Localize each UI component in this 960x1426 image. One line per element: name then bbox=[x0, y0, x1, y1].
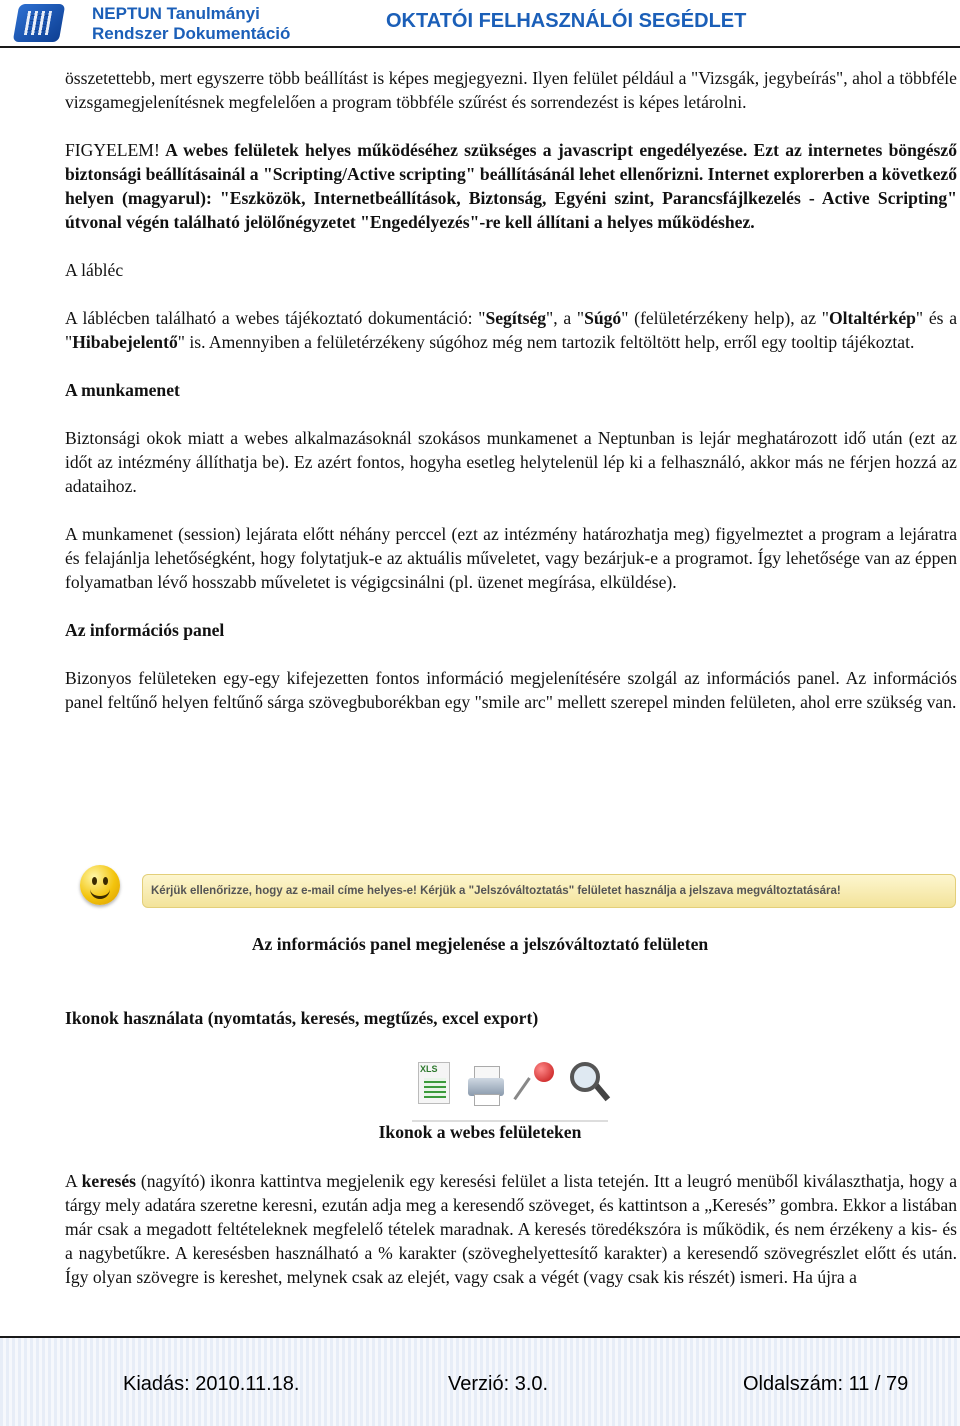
text-run: A láblécben található a webes tájékoztató dokumentáció: " bbox=[65, 308, 486, 328]
figure-caption-icons: Ikonok a webes felületeken bbox=[378, 1122, 582, 1142]
pin-icon bbox=[516, 1058, 560, 1114]
text-run: " (felületérzékeny help), az " bbox=[621, 308, 829, 328]
excel-export-icon bbox=[412, 1058, 456, 1114]
term-sitemap: Oltaltérkép bbox=[828, 308, 916, 328]
heading-session: A munkamenet bbox=[65, 380, 180, 400]
search-section bbox=[65, 1169, 957, 1289]
footer-page-number: Oldalszám: 11 / 79 bbox=[743, 1373, 909, 1395]
paragraph-footer bbox=[65, 306, 957, 354]
heading-footer: A lábléc bbox=[65, 260, 124, 280]
xls-tag: XLS bbox=[420, 1064, 438, 1074]
info-bubble: Kérjük ellenőrizze, hogy az e-mail címe helyes-e! Kérjük a "Jelszóváltoztatás" felületet használja a jelszava megváltoztatására! bbox=[142, 874, 956, 908]
page-body bbox=[65, 66, 957, 714]
paragraph-info-panel: Bizonyos felületeken egy-egy kifejezetten fontos információ megjelenítésére szolgál az információs panel. Az információs panel feltűnő helyen feltűnő sárga szövegbuborékban egy "smile arc" mellett szerepel minden felületen, ahol erre szükség van. bbox=[65, 668, 957, 712]
warning-label: FIGYELEM! bbox=[65, 140, 160, 160]
paragraph-intro: összetettebb, mert egyszerre több beállítást is képes megjegyezni. Ilyen felület például a "Vizsgák, jegybeírás", ahol a többféle vizsgamegjelenítésnek megfelelően a program többféle szűrést és sorrendezést is képes letárolni. bbox=[65, 68, 957, 112]
text-run: " is. Amennyiben a felületérzékeny súgóhoz még nem tartozik feltöltött help, erről egy tooltip tájékoztat. bbox=[177, 332, 915, 352]
term-help: Segítség bbox=[485, 308, 547, 328]
info-panel-figure bbox=[66, 864, 956, 914]
printer-icon bbox=[464, 1058, 508, 1114]
text-run: " és a " bbox=[65, 308, 958, 352]
brand-name bbox=[92, 4, 290, 44]
page-footer bbox=[0, 1338, 960, 1426]
neptun-logo-icon bbox=[13, 4, 66, 42]
brand-line-2: Rendszer Dokumentáció bbox=[92, 24, 291, 43]
heading-info-panel: Az információs panel bbox=[65, 620, 225, 640]
text-run: ", a " bbox=[546, 308, 585, 328]
page-header bbox=[0, 0, 960, 46]
smiley-icon bbox=[80, 865, 120, 905]
term-search: keresés bbox=[81, 1171, 136, 1191]
header-divider bbox=[0, 46, 960, 48]
paragraph-session-2: A munkamenet (session) lejárata előtt néhány perccel (ezt az intézmény határozhatja meg) figyelmeztet a program a lejáratra és felajánlja lehetőségként, hogy folytatjuk-e az aktuális műveletet, vagy bezárjuk-e a programot. Így lehetősége van az éppen folyamatban lévő hosszabb műveletet is végigcsinálni (pl. üzenet megírása, elküldése). bbox=[65, 524, 957, 592]
warning-text: A webes felületek helyes működéséhez szükséges a javascript engedélyezése. Ezt az internetes böngésző biztonsági beállításainál a "Scripting/Active scripting" beállításánál lehet ellenőrizni. Internet explorerben a következő helyen (magyarul): "Eszközök, Internetbeállítások, Biztonság, Egyéni szint, Parancsfájlkezelés - Active Scripting" útvonal végén található jelölőnégyzetet "Engedélyezés"-re kell állítani a helyes működéshez. bbox=[65, 140, 957, 232]
footer-edition: Kiadás: 2010.11.18. bbox=[123, 1373, 300, 1395]
brand-line-1: NEPTUN Tanulmányi bbox=[92, 4, 260, 23]
figure-caption-info-panel: Az információs panel megjelenése a jelszóváltoztató felületen bbox=[251, 934, 709, 954]
text-run: (nagyító) ikonra kattintva megjelenik egy keresési felület a lista tetején. Itt a leugró menüből kiválaszthatja, hogy a tárgy mely adatára szeretne keresni, ezután adja meg a keresendő szöveget, és kattintson a „Keresés” gombra. Ekkor a listában már csak a megadott feltételeknek megfelelő tételek maradnak. A keresés töredékszóra is működik, és nem érzékeny a kis- és a nagybetűkre. A keresésben használható a % karakter (szöveghelyettesítő karakter) a keresendő szövegrészlet előtt és után. Így olyan szövegre is kereshet, melynek csak az elejét, vagy csak a végét (vagy csak kis részét) ismeri. Ha újra a bbox=[65, 1171, 958, 1287]
term-suggestion: Súgó bbox=[584, 308, 622, 328]
icons-figure bbox=[412, 1056, 608, 1122]
text-run: A bbox=[65, 1171, 82, 1191]
magnifier-icon bbox=[562, 1058, 606, 1114]
document-title: OKTATÓI FELHASZNÁLÓI SEGÉDLET bbox=[386, 10, 747, 32]
paragraph-session-1: Biztonsági okok miatt a webes alkalmazásoknál szokásos munkamenet a Neptunban is lejár meghatározott idő után (ezt az időt az intézmény állíthatja be). Ez azért fontos, hogyha esetleg helytelenül lép ki a felhasználó, akkor más ne férjen hozzá az adataihoz. bbox=[65, 428, 957, 496]
icons-section bbox=[65, 1006, 957, 1030]
paragraph-search bbox=[65, 1169, 957, 1289]
footer-version: Verzió: 3.0. bbox=[448, 1373, 549, 1395]
heading-icons: Ikonok használata (nyomtatás, keresés, megtűzés, excel export) bbox=[65, 1008, 539, 1028]
paragraph-warning bbox=[65, 138, 957, 234]
term-bugreport: Hibabejelentő bbox=[72, 332, 178, 352]
